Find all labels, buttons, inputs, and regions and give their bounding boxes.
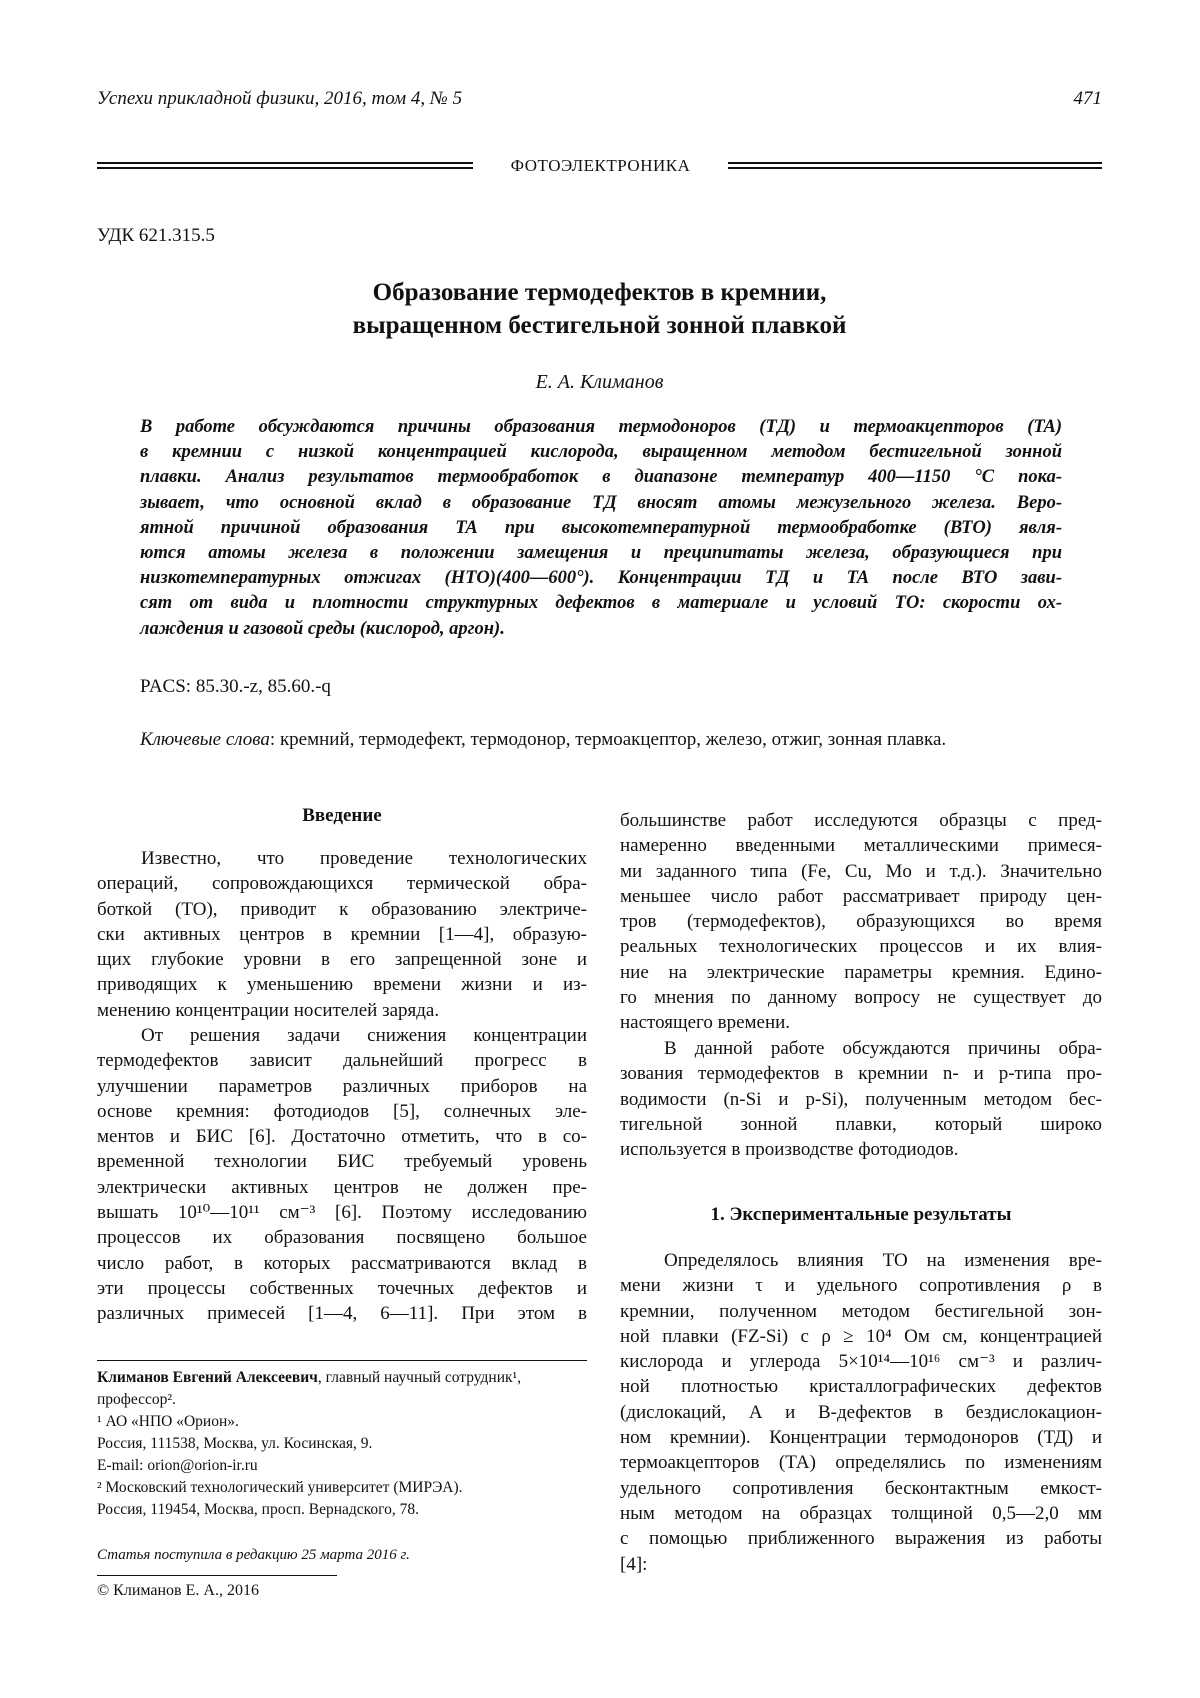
text-line: приводящих к уменьшению времени жизни и из- <box>97 974 587 996</box>
copyright: © Климанов Е. А., 2016 <box>97 1582 259 1599</box>
heading-experimental-results: 1. Экспериментальные результаты <box>710 1204 1012 1225</box>
text-line: используется в производстве фотодиодов. <box>620 1139 959 1161</box>
udk-code: УДК 621.315.5 <box>97 225 215 246</box>
right-paragraph-3 <box>620 1248 1102 1577</box>
journal-title: Успехи прикладной физики, 2016, том 4, № 5 <box>97 88 463 109</box>
intro-paragraph-1 <box>97 846 587 1023</box>
text-line: настоящего времени. <box>620 1012 791 1034</box>
text-line: В данной работе обсуждаются причины обра- <box>664 1038 1102 1059</box>
text-line: тров (термодефектов), образующихся во время <box>620 911 1102 933</box>
right-paragraph-1 <box>620 808 1102 1036</box>
footnote-author-line <box>97 1367 597 1389</box>
abstract <box>140 415 1062 642</box>
text-line: термодефектов зависит дальнейший прогресс в <box>97 1050 587 1072</box>
abstract-line: в кремнии с низкой концентрацией кислорода, выращенном методом бестигельной зонной <box>140 442 1062 463</box>
author-name: Е. А. Климанов <box>535 371 664 393</box>
keywords <box>140 727 1062 752</box>
abstract-line: зывает, что основной вклад в образование ТД вносят атомы межузельного железа. Веро- <box>140 492 1062 513</box>
abstract-line: ются атомы железа в положении замещения и преципитаты железа, образующиеся при <box>140 543 1062 564</box>
text-line: намеренно введенными металлическими примеся- <box>620 835 1102 857</box>
paper-title <box>97 276 1102 342</box>
footnote-email: E-mail: orion@orion-ir.ru <box>97 1457 258 1474</box>
text-line: водимости (n-Si и p-Si), полученным методом бес- <box>620 1088 1102 1110</box>
text-line: вышать 10¹⁰—10¹¹ см⁻³ [6]. Поэтому исследованию <box>97 1202 587 1224</box>
pacs-codes: PACS: 85.30.-z, 85.60.-q <box>140 676 331 697</box>
abstract-line: сят от вида и плотности структурных дефектов в материале и условий ТО: скорости ох- <box>140 593 1062 614</box>
text-line: ным методом на образцах толщиной 0,5—2,0 мм <box>620 1502 1102 1524</box>
right-paragraph-2 <box>620 1036 1102 1162</box>
text-line: [4]: <box>620 1553 648 1575</box>
section-rule-left <box>97 162 473 169</box>
text-line: го мнения по данному вопросу не существует до <box>620 987 1102 1009</box>
section-label: ФОТОЭЛЕКТРОНИКА <box>510 156 691 175</box>
copyright-rule <box>97 1575 337 1576</box>
text-line: временной технологии БИС требуемый уровень <box>97 1151 587 1173</box>
keywords-label: Ключевые слова <box>140 729 270 750</box>
abstract-line: ятной причиной образования ТА при высокотемпературной термообработке (ВТО) явля- <box>140 517 1062 538</box>
title-line-2: выращенном бестигельной зонной плавкой <box>352 312 847 339</box>
text-line: щих глубокие уровни в его запрещенной зоне и <box>97 949 587 971</box>
abstract-line: В работе обсуждаются причины образования термодоноров (ТД) и термоакцепторов (ТА) <box>140 417 1062 437</box>
abstract-line: лаждения и газовой среды (кислород, аргон). <box>140 618 505 639</box>
text-line: эти процессы собственных точечных дефектов и <box>97 1277 587 1299</box>
footnote-address-1: Россия, 111538, Москва, ул. Косинская, 9. <box>97 1435 373 1452</box>
text-line: кремнии, полученном методом бестигельной зон- <box>620 1300 1102 1322</box>
text-line: Определялось влияния ТО на изменения вре- <box>664 1250 1102 1271</box>
footnote-author-name: Климанов Евгений Алексеевич <box>97 1369 318 1386</box>
footnote-rule <box>97 1360 587 1361</box>
footnote-address-2: Россия, 119454, Москва, просп. Вернадского, 78. <box>97 1501 420 1518</box>
text-line: зования термодефектов в кремнии n- и p-типа про- <box>620 1063 1102 1085</box>
text-line: реальных технологических процессов и их влия- <box>620 936 1102 958</box>
text-line: ментов и БИС [6]. Достаточно отметить, что в со- <box>97 1126 587 1148</box>
section-rule-right <box>728 162 1102 169</box>
text-line: (дислокаций, А и В-дефектов в бездислокацион- <box>620 1401 1102 1423</box>
text-line: менению концентрации носителей заряда. <box>97 999 440 1021</box>
text-line: боткой (ТО), приводит к образованию электриче- <box>97 898 587 920</box>
title-line-1: Образование термодефектов в кремнии, <box>372 279 827 306</box>
text-line: меньшее число работ рассматривает природу цен- <box>620 885 1102 907</box>
heading-introduction: Введение <box>302 805 382 826</box>
text-line: процессов их образования посвящено большое <box>97 1227 587 1249</box>
page-number: 471 <box>1073 88 1102 109</box>
text-line: различных примесей [1—4, 6—11]. При этом в <box>97 1303 587 1325</box>
received-date: Статья поступила в редакцию 25 марта 2016 г. <box>97 1547 410 1563</box>
author-footnote <box>97 1367 597 1521</box>
text-line: ние на электрические параметры кремния. Едино- <box>620 961 1102 983</box>
footnote-affiliation-1: ¹ АО «НПО «Орион». <box>97 1413 239 1430</box>
text-line: с помощью приближенного выражения из работы <box>620 1528 1102 1550</box>
text-line: ной плавки (FZ-Si) с ρ ≥ 10⁴ Ом см, концентрацией <box>620 1325 1102 1347</box>
intro-paragraph-2 <box>97 1023 587 1327</box>
text-line: термоакцепторов (ТА) определялись по изменениям <box>620 1452 1102 1474</box>
footnote-author-role-2: профессор². <box>97 1391 176 1408</box>
text-line: тигельной зонной плавки, который широко <box>620 1113 1102 1135</box>
text-line: число работ, в которых рассматриваются вклад в <box>97 1252 587 1274</box>
text-line: операций, сопровождающихся термической обра- <box>97 873 587 895</box>
text-line: удельного сопротивления бесконтактным емкост- <box>620 1477 1102 1499</box>
text-line: ски активных центров в кремнии [1—4], образую- <box>97 923 587 945</box>
text-line: ном кремнии). Концентрации термодоноров (ТД) и <box>620 1427 1102 1449</box>
text-line: электрически активных центров не должен пре- <box>97 1176 587 1198</box>
text-line: кислорода и углерода 5×10¹⁴—10¹⁶ см⁻³ и различ- <box>620 1351 1102 1373</box>
text-line: ми заданного типа (Fe, Cu, Mo и т.д.). Значительно <box>620 860 1102 882</box>
text-line: Известно, что проведение технологических <box>141 848 587 869</box>
text-line: основе кремния: фотодиодов [5], солнечных эле- <box>97 1100 587 1122</box>
text-line: ной плотностью кристаллографических дефектов <box>620 1376 1102 1398</box>
text-line: мени жизни τ и удельного сопротивления ρ в <box>620 1275 1102 1297</box>
footnote-affiliation-2: ² Московский технологический университет (МИРЭА). <box>97 1479 463 1496</box>
abstract-line: низкотемпературных отжигах (НТО)(400—600°). Концентрации ТД и ТА после ВТО зави- <box>140 568 1062 589</box>
footnote-author-role: , главный научный сотрудник¹, <box>317 1369 522 1386</box>
keywords-text: : кремний, термодефект, термодонор, термоакцептор, железо, отжиг, зонная плавка. <box>269 729 947 750</box>
text-line: большинстве работ исследуются образцы с пред- <box>620 810 1102 831</box>
text-line: улучшении параметров различных приборов на <box>97 1075 587 1097</box>
abstract-line: плавки. Анализ результатов термообработок в диапазоне температур 400—1150 °С пока- <box>140 467 1062 488</box>
text-line: От решения задачи снижения концентрации <box>141 1025 587 1046</box>
